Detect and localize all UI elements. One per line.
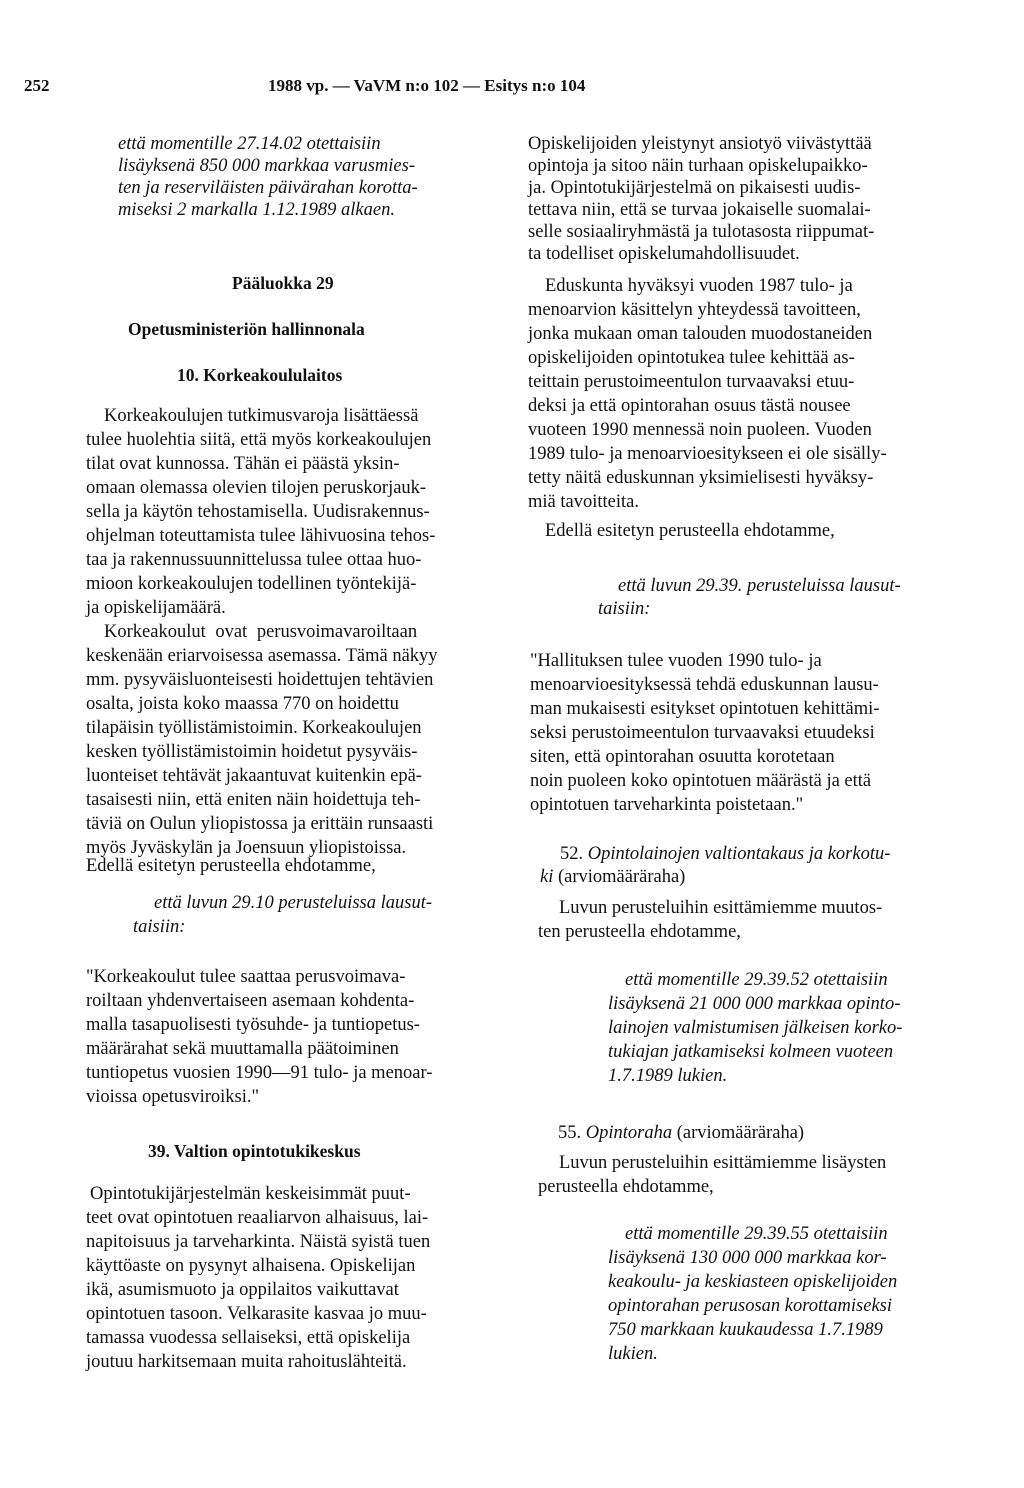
text-line: vioissa opetusviroiksi." — [86, 1087, 260, 1107]
text-line: ten ja reserviläisten päivärahan korotta- — [118, 178, 418, 198]
text-line: tuntiopetus vuosien 1990—91 tulo- ja menoar- — [86, 1063, 433, 1083]
item-55-heading — [558, 1122, 804, 1144]
text-line: taisiin: — [598, 599, 651, 619]
text-line: tettava niin, että se turvaa jokaiselle suomalai- — [528, 200, 871, 220]
text-line: joutuu harkitsemaan muita rahoituslähteitä. — [86, 1352, 407, 1372]
text-line: opiskelijoiden opintotukea tulee kehittää as- — [528, 348, 855, 368]
text-line: mioon korkeakoulujen todellinen työntekijä- — [86, 574, 417, 594]
paragraph: Edellä esitetyn perusteella ehdotamme, — [545, 521, 835, 541]
text-line — [540, 866, 685, 888]
text-line: roiltaan yhdenvertaiseen asemaan kohdenta- — [86, 991, 415, 1011]
text-line: tetty näitä eduskunnan yksimielisesti hyväksy- — [528, 468, 874, 488]
text-line: keskenään eriarvoisessa asemassa. Tämä näkyy — [86, 646, 438, 666]
text-line: ja. Opintotukijärjestelmä on pikaisesti uudis- — [528, 178, 861, 198]
running-header: 1988 vp. — VaVM n:o 102 — Esitys n:o 104 — [268, 76, 586, 95]
text-line: ten perusteella ehdotamme, — [538, 922, 741, 942]
text-line: opintoja ja sitoo näin turhaan opiskelupaikko- — [528, 156, 868, 176]
text-line: keakoulu- ja keskiasteen opiskelijoiden — [608, 1272, 898, 1292]
text-line: että luvun 29.10 perusteluissa lausut- — [154, 893, 432, 913]
paragraph: Edellä esitetyn perusteella ehdotamme, — [86, 856, 376, 876]
heading-section-10: 10. Korkeakoululaitos — [177, 365, 343, 385]
text-line: miseksi 2 markalla 1.12.1989 alkaen. — [118, 200, 395, 220]
item-suffix: (arviomääräraha) — [557, 867, 686, 887]
text-line: käyttöaste on pysynyt alhaisena. Opiskelijan — [86, 1256, 416, 1276]
text-line: että momentille 27.14.02 otettaisiin — [118, 134, 381, 154]
text-line: ja opiskelijamäärä. — [86, 598, 226, 618]
text-line: että momentille 29.39.52 otettaisiin — [625, 970, 888, 990]
text-line: "Hallituksen tulee vuoden 1990 tulo- ja — [530, 651, 822, 671]
text-line: jonka mukaan oman talouden muodostaneiden — [528, 324, 873, 344]
text-line: Luvun perusteluihin esittämiemme lisäysten — [559, 1153, 887, 1173]
text-line: lukien. — [608, 1344, 658, 1364]
text-line: teet ovat opintotuen reaaliarvon alhaisuus, lai- — [86, 1208, 429, 1228]
text-line: lisäyksenä 850 000 markkaa varusmies- — [118, 156, 415, 176]
text-line: ikä, asumismuoto ja oppilaitos vaikuttavat — [86, 1280, 399, 1300]
text-line: selle sosiaaliryhmästä ja tulotasosta riippumat- — [528, 222, 875, 242]
text-line: menoarvioesityksessä tehdä eduskunnan lausu- — [530, 675, 879, 695]
text-line: opintorahan perusosan korottamiseksi — [608, 1296, 893, 1316]
text-line: tilat ovat kunnossa. Tähän ei päästä yksin- — [86, 454, 400, 474]
text-line: vuoteen 1990 mennessä noin puoleen. Vuoden — [528, 420, 872, 440]
text-line: tamassa vuodessa sellaiseksi, että opiskelija — [86, 1328, 411, 1348]
text-line: taa ja rakennussuunnittelussa tulee ottaa huo- — [86, 550, 422, 570]
text-line: man mukaisesti esitykset opintotuen kehittämi- — [530, 699, 880, 719]
text-line: 1989 tulo- ja menoarvioesitykseen ei ole sisälly- — [528, 444, 887, 464]
item-number: 52. — [560, 844, 584, 864]
text-line: lainojen valmistumisen jälkeisen korko- — [608, 1018, 903, 1038]
item-number: 55. — [558, 1123, 582, 1143]
text-line: miä tavoitteita. — [528, 492, 639, 512]
text-line: että luvun 29.39. perusteluissa lausut- — [618, 576, 901, 596]
text-line: perusteella ehdotamme, — [538, 1177, 714, 1197]
text-line: malla tasapuolisesti työsuhde- ja tuntiopetus- — [86, 1015, 420, 1035]
text-line: Korkeakoulujen tutkimusvaroja lisättäessä — [104, 406, 419, 426]
text-line: ta todelliset opiskelumahdollisuudet. — [528, 244, 800, 264]
heading-main-class: Pääluokka 29 — [232, 273, 334, 293]
text-line: sella ja käytön tehostamisella. Uudisrakennus- — [86, 502, 430, 522]
text-line: omaan olemassa olevien tilojen peruskorjauk- — [86, 478, 427, 498]
heading-section-39: 39. Valtion opintotukikeskus — [148, 1141, 361, 1161]
text-line: tukiajan jatkamiseksi kolmeen vuoteen — [608, 1042, 894, 1062]
text-line: lisäyksenä 21 000 000 markkaa opinto- — [608, 994, 901, 1014]
text-line: määrärahat sekä muuttamalla päätoiminen — [86, 1039, 399, 1059]
text-line: siten, että opintorahan osuutta korotetaan — [530, 747, 835, 767]
text-line: kesken työllistämistoimin hoidetut pysyväis- — [86, 742, 418, 762]
text-line — [560, 843, 890, 865]
text-line: menoarvion käsittelyn yhteydessä tavoitteen, — [528, 300, 861, 320]
text-line: teittain perustoimeentulon turvaavaksi etuu- — [528, 372, 855, 392]
item-suffix: (arviomääräraha) — [676, 1123, 805, 1143]
text-line: opintotuen tarveharkinta poistetaan." — [530, 795, 804, 815]
text-line: lisäyksenä 130 000 000 markkaa kor- — [608, 1248, 887, 1268]
text-line: opintotuen tasoon. Velkarasite kasvaa jo muu- — [86, 1304, 427, 1324]
text-line: "Korkeakoulut tulee saattaa perusvoimava- — [86, 967, 406, 987]
text-line: noin puoleen koko opintotuen määrästä ja että — [530, 771, 872, 791]
text-line: täviä on Oulun yliopistossa ja erittäin runsaasti — [86, 814, 434, 834]
text-line: että momentille 29.39.55 otettaisiin — [625, 1224, 888, 1244]
heading-ministry: Opetusministeriön hallinnonala — [128, 319, 365, 339]
text-line: seksi perustoimeentulon turvaavaksi etuudeksi — [530, 723, 875, 743]
text-line: luonteiset tehtävät jakaantuvat kuitenkin epä- — [86, 766, 422, 786]
text-line: deksi ja että opintorahan osuus tästä nousee — [528, 396, 851, 416]
page-number: 252 — [24, 76, 50, 95]
item-title: ki — [540, 867, 554, 887]
text-line: Korkeakoulut ovat perusvoimavaroiltaan — [104, 622, 418, 642]
text-line: Opintotukijärjestelmän keskeisimmät puut- — [90, 1184, 411, 1204]
text-line: Opiskelijoiden yleistynyt ansiotyö viivästyttää — [528, 134, 872, 154]
text-line: 1.7.1989 lukien. — [608, 1066, 728, 1086]
text-line: Luvun perusteluihin esittämiemme muutos- — [559, 898, 883, 918]
item-title: Opintolainojen valtiontakaus ja korkotu- — [587, 844, 891, 864]
text-line: tulee huolehtia siitä, että myös korkeakoulujen — [86, 430, 432, 450]
item-title: Opintoraha — [585, 1123, 673, 1143]
text-line: myös Jyväskylän ja Joensuun yliopistoissa. — [86, 838, 407, 858]
text-line: 750 markkaan kuukaudessa 1.7.1989 — [608, 1320, 883, 1340]
text-line: osalta, joista koko maassa 770 on hoidettu — [86, 694, 399, 714]
text-line: ohjelman toteuttamista tulee lähivuosina tehos- — [86, 526, 436, 546]
text-line: tilapäisin työllistämistoimin. Korkeakoulujen — [86, 718, 422, 738]
text-line: tasaisesti niin, että eniten näin hoidettuja teh- — [86, 790, 421, 810]
text-line: napitoisuus ja tarveharkinta. Näistä syistä tuen — [86, 1232, 431, 1252]
text-line: taisiin: — [133, 917, 186, 937]
text-line: mm. pysyväisluonteisesti hoidettujen tehtävien — [86, 670, 434, 690]
text-line: Eduskunta hyväksyi vuoden 1987 tulo- ja — [545, 276, 853, 296]
